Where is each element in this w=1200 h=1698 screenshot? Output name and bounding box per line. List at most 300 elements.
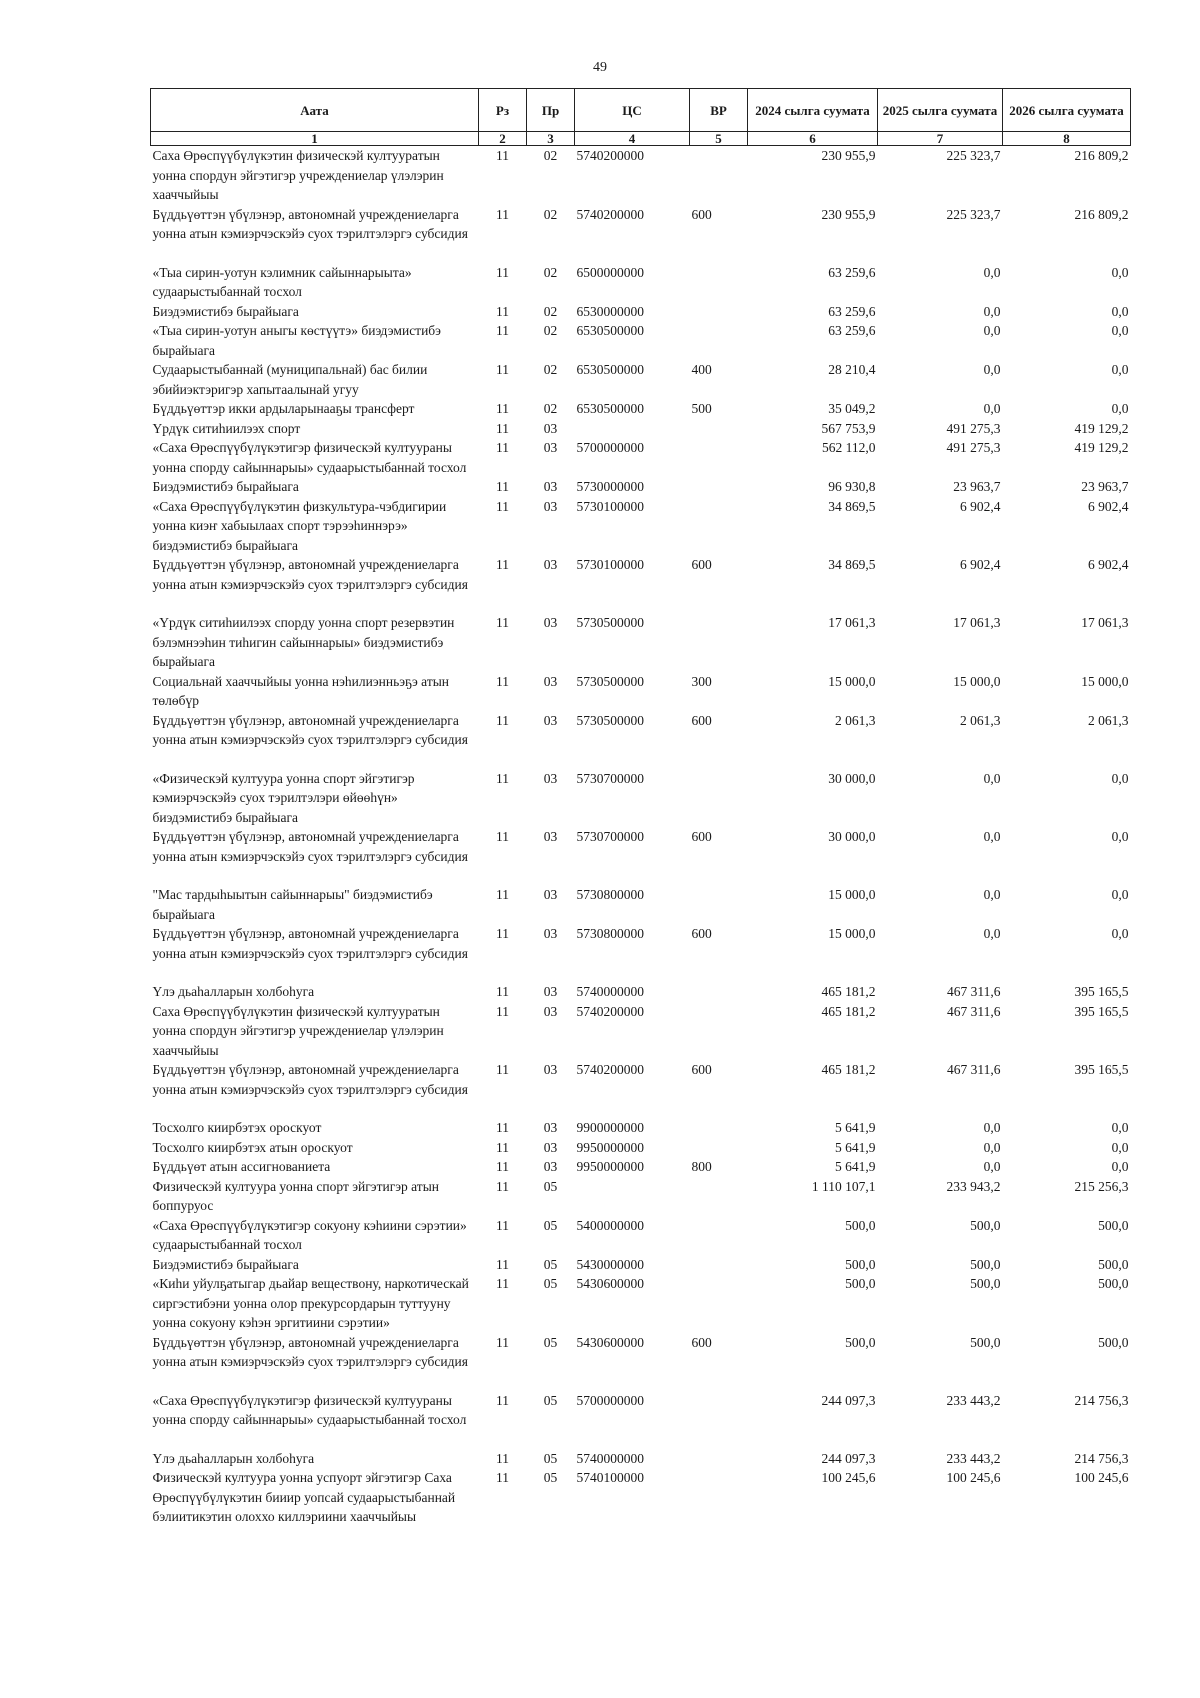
row-rz: 11: [496, 1003, 509, 1019]
row-name: Биэдэмистибэ бырайыага: [152, 1256, 299, 1272]
row-vr: 600: [691, 712, 712, 728]
row-name: Биэдэмистибэ бырайыага: [152, 303, 299, 319]
row-vr: 800: [691, 1159, 712, 1174]
row-value-2026: 216 809,2: [1074, 148, 1129, 163]
row-value-2026: 23 963,7: [1081, 479, 1129, 494]
table-row: [151, 885, 1131, 924]
row-rz: 11: [496, 440, 509, 455]
row-value-2024: 1 110 107,1: [811, 1178, 876, 1194]
table-row: [151, 1060, 1131, 1118]
table-row: [151, 1333, 1131, 1391]
row-name: Социальнай хааччыйыы уонна нэһилиэнньэҕэ атын төлөбүр: [152, 673, 450, 708]
column-number-row: [151, 132, 1131, 146]
row-value-2024: 15 000,0: [828, 926, 876, 941]
row-name: «Үрдүк ситиһиилээх спорду уонна спорт резервэтин бэлэмнээһин тиһигин сайыннарыы» биэдэмистибэ бырайыага: [152, 615, 455, 669]
row-name: «Тыа сирин-уотун аныгы көстүүтэ» биэдэмистибэ бырайыага: [152, 323, 441, 358]
row-rz: 11: [496, 303, 509, 319]
row-vr: [690, 477, 748, 497]
row-value-2026: 0,0: [1111, 1139, 1129, 1155]
table-header-row: [151, 89, 1131, 132]
row-value-2025: 15 000,0: [953, 673, 1001, 689]
row-value-2025: 500,0: [970, 1217, 1001, 1233]
row-value-2024: 562 112,0: [822, 440, 876, 455]
row-cs: 9900000000: [576, 1120, 644, 1135]
row-value-2025: 0,0: [983, 303, 1001, 319]
row-vr: 400: [691, 362, 712, 377]
row-cs: 5430000000: [576, 1256, 644, 1272]
row-cs: 5730000000: [576, 479, 644, 494]
row-value-2025: 100 245,6: [946, 1470, 1001, 1485]
row-pr: 03: [543, 557, 558, 572]
table-row: [151, 672, 1131, 711]
row-rz: 11: [496, 148, 509, 163]
row-rz: 11: [496, 712, 509, 728]
row-name: Үлэ дьаһалларын холбоһуга: [152, 1450, 315, 1466]
row-rz: 11: [496, 264, 509, 280]
row-rz: 11: [496, 673, 509, 689]
row-name: Тосхолго киирбэтэх ороскуот: [152, 1120, 322, 1135]
row-pr: 03: [543, 770, 558, 786]
row-vr: [690, 1274, 748, 1333]
row-value-2024: 500,0: [845, 1256, 876, 1272]
header-pr: Пр: [527, 89, 575, 132]
row-vr: [690, 321, 748, 360]
table-row: [151, 1391, 1131, 1449]
row-value-2025: 500,0: [970, 1334, 1001, 1350]
header-cs: ЦС: [575, 89, 690, 132]
row-pr: 03: [543, 440, 558, 455]
row-pr: 03: [543, 1062, 558, 1077]
header-vr: ВР: [690, 89, 748, 132]
row-vr: [690, 1138, 748, 1158]
row-rz: 11: [496, 420, 509, 436]
column-number: 3: [527, 132, 575, 146]
row-value-2026: 395 165,5: [1074, 1003, 1129, 1019]
row-rz: 11: [496, 1450, 509, 1466]
row-rz: 11: [496, 206, 509, 222]
row-pr: 05: [543, 1256, 558, 1272]
row-name: Бүддьүөттэн үбүлэнэр, автономнай учреждениеларга уонна атын кэмиэрчэскэйэ суох тэрилтэлэргэ субсидия: [152, 1062, 468, 1097]
row-value-2026: 214 756,3: [1074, 1450, 1129, 1466]
row-value-2025: 0,0: [983, 1139, 1001, 1155]
row-rz: 11: [496, 1217, 509, 1233]
row-name: Бүддьүөттэн үбүлэнэр, автономнай учреждениеларга уонна атын кэмиэрчэскэйэ суох тэрилтэлэргэ субсидия: [152, 1334, 468, 1369]
row-vr: 500: [691, 401, 712, 416]
row-cs: 5430600000: [576, 1276, 644, 1291]
row-rz: 11: [496, 984, 509, 999]
row-name: «Тыа сирин-уотун кэлимник сайыннарыыта» судаарыстыбаннай тосхол: [152, 264, 412, 299]
table-row: [151, 982, 1131, 1002]
row-value-2024: 244 097,3: [821, 1392, 876, 1408]
table-row: [151, 1118, 1131, 1138]
row-pr: 03: [543, 420, 558, 436]
table-row: [151, 205, 1131, 263]
row-value-2024: 500,0: [845, 1217, 876, 1233]
row-rz: 11: [496, 1062, 509, 1077]
row-name: Физическэй култуура уонна спорт эйгэтигэр атын боппуруос: [152, 1178, 439, 1213]
row-value-2025: 0,0: [983, 1159, 1001, 1174]
row-value-2025: 0,0: [983, 401, 1001, 416]
row-pr: 03: [543, 829, 558, 844]
row-value-2025: 0,0: [983, 264, 1001, 280]
row-value-2024: 63 259,6: [828, 303, 876, 319]
row-value-2024: 465 181,2: [821, 984, 876, 999]
row-vr: 600: [691, 1334, 712, 1350]
table-row: [151, 497, 1131, 556]
row-value-2025: 225 323,7: [946, 148, 1001, 163]
row-value-2026: 500,0: [1098, 1334, 1129, 1350]
table-row: [151, 1255, 1131, 1275]
column-number: 5: [690, 132, 748, 146]
table-row: [151, 1177, 1131, 1216]
row-value-2026: 0,0: [1111, 323, 1129, 338]
row-value-2025: 233 443,2: [946, 1392, 1001, 1408]
row-rz: 11: [496, 615, 509, 630]
table-row: [151, 302, 1131, 322]
row-vr: [690, 263, 748, 302]
row-vr: [690, 769, 748, 828]
table-row: [151, 1002, 1131, 1061]
table-body: [151, 146, 1131, 1527]
row-value-2026: 214 756,3: [1074, 1392, 1129, 1408]
row-name: Бүддьүөт атын ассигнованиета: [152, 1159, 331, 1174]
row-value-2025: 467 311,6: [947, 1062, 1001, 1077]
row-value-2024: 63 259,6: [828, 264, 876, 280]
row-pr: 02: [543, 323, 558, 338]
row-cs: 5730100000: [576, 557, 644, 572]
row-value-2026: 395 165,5: [1074, 984, 1129, 999]
row-pr: 03: [543, 615, 558, 630]
row-value-2026: 0,0: [1111, 1120, 1129, 1135]
table-row: [151, 419, 1131, 439]
row-value-2026: 0,0: [1111, 887, 1129, 902]
row-value-2024: 15 000,0: [828, 673, 876, 689]
row-name: Саха Өрөспүүбүлүкэтин физическэй култууратын уонна спордун эйгэтигэр учреждениелар үлэлэрин хааччыйыы: [152, 148, 444, 202]
row-name: Судаарыстыбаннай (муниципальнай) бас билии эбийиэктэригэр хапытаалынай угуу: [152, 362, 428, 397]
row-cs: 5740000000: [576, 1450, 644, 1466]
row-name: Үрдүк ситиһиилээх спорт: [152, 420, 301, 436]
row-vr: 600: [691, 557, 712, 572]
row-rz: 11: [496, 1159, 509, 1174]
row-value-2026: 17 061,3: [1081, 615, 1129, 630]
row-cs: 5700000000: [576, 440, 644, 455]
row-vr: 600: [691, 829, 712, 844]
row-vr: 300: [691, 673, 712, 689]
row-value-2026: 15 000,0: [1081, 673, 1129, 689]
row-vr: [690, 613, 748, 672]
row-vr: [690, 982, 748, 1002]
row-rz: 11: [496, 770, 509, 786]
table-row: [151, 613, 1131, 672]
row-value-2025: 0,0: [983, 926, 1001, 941]
table-row: [151, 1274, 1131, 1333]
row-value-2026: 6 902,4: [1088, 498, 1129, 514]
row-value-2026: 0,0: [1111, 303, 1129, 319]
row-cs: 5730500000: [576, 712, 644, 728]
column-number: 6: [748, 132, 878, 146]
row-cs: 6530500000: [576, 401, 644, 416]
row-name: Физическэй култуура уонна успуорт эйгэтигэр Саха Өрөспүүбүлүкэтин бииир уопсай судаарыстыбаннай бэлиитикэтин олоххо киллэриини хааччыйыы: [152, 1470, 456, 1524]
row-value-2024: 34 869,5: [828, 498, 876, 514]
row-name: «Киһи уйулҕатыгар дьайар веществону, наркотическай сиргэстибэни уонна олор прекурсордарын туттууну уонна сокуону кэһэн эргитиини сэрэтии»: [152, 1276, 469, 1330]
column-number: 1: [151, 132, 479, 146]
row-value-2024: 17 061,3: [828, 615, 876, 630]
row-rz: 11: [496, 926, 509, 941]
row-cs: 6530500000: [576, 323, 644, 338]
row-vr: [690, 1391, 748, 1449]
row-name: «Саха Өрөспүүбүлүкэтигэр физическэй култуураны уонна спорду сайыннарыы» судаарыстыбаннай тосхол: [152, 440, 467, 475]
row-rz: 11: [496, 323, 509, 338]
row-value-2026: 0,0: [1111, 926, 1129, 941]
row-rz: 11: [496, 362, 509, 377]
row-cs: 5730500000: [576, 673, 644, 689]
row-pr: 02: [543, 264, 558, 280]
row-cs: 6500000000: [576, 264, 644, 280]
row-value-2025: 0,0: [983, 1120, 1001, 1135]
row-name: «Саха Өрөспүүбүлүкэтигэр сокуону кэһиини сэрэтии» судаарыстыбаннай тосхол: [152, 1217, 467, 1252]
row-value-2024: 5 641,9: [835, 1139, 876, 1155]
row-rz: 11: [496, 829, 509, 844]
row-cs: 5730500000: [576, 615, 644, 630]
row-value-2024: 230 955,9: [821, 148, 876, 163]
row-value-2026: 0,0: [1111, 770, 1129, 786]
row-value-2025: 500,0: [970, 1256, 1001, 1272]
row-pr: 02: [543, 362, 558, 377]
row-name: Үлэ дьаһалларын холбоһуга: [152, 984, 315, 999]
row-pr: 02: [543, 303, 558, 319]
row-value-2025: 6 902,4: [960, 498, 1001, 514]
row-cs: 5730700000: [576, 770, 644, 786]
row-cs: 9950000000: [576, 1139, 644, 1155]
row-cs: 5730800000: [576, 926, 644, 941]
row-pr: 03: [543, 1120, 558, 1135]
row-cs: [575, 1177, 690, 1216]
row-pr: 05: [543, 1217, 558, 1233]
row-value-2025: 233 943,2: [946, 1178, 1001, 1194]
row-value-2024: 5 641,9: [835, 1159, 876, 1174]
table-row: [151, 263, 1131, 302]
row-name: «Физическэй култуура уонна спорт эйгэтигэр кэмиэрчэскэйэ суох тэрилтэлэри өйөөһүн» биэдэмистибэ бырайыага: [152, 770, 415, 825]
row-cs: 5740100000: [576, 1470, 644, 1485]
row-pr: 05: [543, 1276, 558, 1291]
row-value-2025: 0,0: [983, 770, 1001, 786]
row-value-2026: 6 902,4: [1088, 557, 1129, 572]
row-value-2025: 0,0: [983, 887, 1001, 902]
row-pr: 03: [543, 673, 558, 689]
table-row: [151, 477, 1131, 497]
row-value-2025: 6 902,4: [960, 557, 1001, 572]
row-name: Бүддьүөттэн үбүлэнэр, автономнай учреждениеларга уонна атын кэмиэрчэскэйэ суох тэрилтэлэргэ субсидия: [152, 557, 468, 592]
row-pr: 03: [543, 479, 558, 494]
row-pr: 03: [543, 984, 558, 999]
row-name: Биэдэмистибэ бырайыага: [152, 479, 299, 494]
table-row: [151, 827, 1131, 885]
row-vr: [690, 1177, 748, 1216]
row-value-2026: 0,0: [1111, 1159, 1129, 1174]
row-vr: [690, 1468, 748, 1527]
row-pr: 03: [543, 1159, 558, 1174]
table-row: [151, 321, 1131, 360]
column-number: 7: [878, 132, 1003, 146]
row-value-2025: 225 323,7: [946, 206, 1001, 222]
row-name: Бүддьүөттэн үбүлэнэр, автономнай учреждениеларга уонна атын кэмиэрчэскэйэ суох тэрилтэлэргэ субсидия: [152, 712, 468, 747]
row-cs: 5740200000: [576, 148, 644, 163]
row-vr: [690, 146, 748, 205]
header-2025: 2025 сылга суумата: [878, 89, 1003, 132]
table-row: [151, 146, 1131, 205]
budget-table: [150, 88, 1131, 1527]
row-vr: 600: [691, 926, 712, 941]
row-name: Бүддьүөттэн үбүлэнэр, автономнай учреждениеларга уонна атын кэмиэрчэскэйэ суох тэрилтэлэргэ субсидия: [152, 926, 468, 961]
table-row: [151, 438, 1131, 477]
row-name: "Мас тардыһыытын сайыннарыы" биэдэмистибэ бырайыага: [152, 887, 433, 922]
row-vr: [690, 1002, 748, 1061]
row-pr: 05: [543, 1392, 558, 1408]
table-row: [151, 399, 1131, 419]
row-value-2026: 0,0: [1111, 829, 1129, 844]
row-cs: 9950000000: [576, 1159, 644, 1174]
row-value-2025: 23 963,7: [953, 479, 1001, 494]
row-cs: 6530500000: [576, 362, 644, 377]
row-value-2026: 419 129,2: [1074, 420, 1129, 436]
row-vr: [690, 497, 748, 556]
row-pr: 03: [543, 887, 558, 902]
row-vr: [690, 1118, 748, 1138]
row-value-2024: 28 210,4: [828, 362, 876, 377]
table-row: [151, 1138, 1131, 1158]
table-row: [151, 1216, 1131, 1255]
row-value-2025: 0,0: [983, 362, 1001, 377]
row-vr: 600: [691, 1062, 712, 1077]
row-cs: 5430600000: [576, 1334, 644, 1350]
row-value-2026: 500,0: [1098, 1217, 1129, 1233]
row-name: Бүддьүөттэн үбүлэнэр, автономнай учреждениеларга уонна атын кэмиэрчэскэйэ суох тэрилтэлэргэ субсидия: [152, 206, 468, 241]
row-value-2024: 500,0: [845, 1276, 876, 1291]
row-rz: 11: [496, 557, 509, 572]
row-cs: 5740200000: [576, 1062, 644, 1077]
row-vr: [690, 1255, 748, 1275]
row-value-2025: 2 061,3: [960, 712, 1001, 728]
row-value-2026: 0,0: [1111, 264, 1129, 280]
row-value-2024: 30 000,0: [828, 770, 876, 786]
row-value-2024: 5 641,9: [835, 1120, 876, 1135]
row-value-2024: 500,0: [845, 1334, 876, 1350]
row-rz: 11: [496, 1334, 509, 1350]
row-vr: [690, 1449, 748, 1469]
header-2024: 2024 сылга суумата: [748, 89, 878, 132]
row-value-2026: 215 256,3: [1074, 1178, 1129, 1194]
row-pr: 05: [543, 1450, 558, 1466]
row-rz: 11: [496, 1178, 509, 1194]
row-value-2025: 0,0: [983, 829, 1001, 844]
row-pr: 05: [543, 1334, 558, 1350]
table-row: [151, 1449, 1131, 1469]
row-value-2026: 419 129,2: [1074, 440, 1129, 455]
row-rz: 11: [496, 1256, 509, 1272]
row-pr: 05: [543, 1178, 558, 1194]
row-value-2024: 100 245,6: [821, 1470, 876, 1485]
row-value-2025: 467 311,6: [947, 984, 1001, 999]
table-row: [151, 1157, 1131, 1177]
row-name: «Саха Өрөспүүбүлүкэтигэр физическэй култуураны уонна спорду сайыннарыы» судаарыстыбаннай тосхол: [152, 1392, 467, 1427]
row-value-2025: 491 275,3: [946, 440, 1001, 455]
row-value-2024: 465 181,2: [821, 1062, 876, 1077]
row-value-2024: 34 869,5: [828, 557, 876, 572]
row-value-2026: 2 061,3: [1088, 712, 1129, 728]
row-value-2024: 465 181,2: [821, 1003, 876, 1019]
row-rz: 11: [496, 1139, 509, 1155]
row-cs: 5730800000: [576, 887, 644, 902]
row-value-2026: 500,0: [1098, 1276, 1129, 1291]
row-rz: 11: [496, 401, 509, 416]
row-value-2025: 491 275,3: [946, 420, 1001, 436]
row-rz: 11: [496, 887, 509, 902]
row-name: Бүддьүөттэн үбүлэнэр, автономнай учреждениеларга уонна атын кэмиэрчэскэйэ суох тэрилтэлэргэ субсидия: [152, 829, 468, 864]
table-row: [151, 711, 1131, 769]
row-value-2024: 567 753,9: [821, 420, 876, 436]
row-rz: 11: [496, 1392, 509, 1408]
header-rz: Рз: [479, 89, 527, 132]
row-vr: [690, 419, 748, 439]
row-cs: 5730700000: [576, 829, 644, 844]
table-row: [151, 360, 1131, 399]
row-value-2024: 35 049,2: [828, 401, 876, 416]
header-name: Аата: [151, 89, 479, 132]
row-pr: 02: [543, 206, 558, 222]
row-value-2025: 17 061,3: [953, 615, 1001, 630]
row-rz: 11: [496, 479, 509, 494]
row-cs: 5730100000: [576, 498, 644, 514]
row-vr: 600: [691, 206, 712, 222]
row-value-2025: 233 443,2: [946, 1450, 1001, 1466]
row-vr: [690, 302, 748, 322]
row-name: Тосхолго киирбэтэх атын ороскуот: [152, 1139, 353, 1155]
row-value-2026: 395 165,5: [1074, 1062, 1129, 1077]
row-value-2024: 96 930,8: [828, 479, 876, 494]
row-rz: 11: [496, 1276, 509, 1291]
row-value-2026: 0,0: [1111, 362, 1129, 377]
row-vr: [690, 885, 748, 924]
table-row: [151, 1468, 1131, 1527]
row-pr: 03: [543, 712, 558, 728]
row-cs: 5700000000: [576, 1392, 644, 1408]
row-pr: 03: [543, 498, 558, 514]
table-row: [151, 769, 1131, 828]
row-value-2026: 216 809,2: [1074, 206, 1129, 222]
row-value-2025: 467 311,6: [947, 1003, 1001, 1019]
row-vr: [690, 1216, 748, 1255]
row-pr: 05: [543, 1470, 558, 1485]
row-value-2024: 15 000,0: [828, 887, 876, 902]
row-value-2026: 0,0: [1111, 401, 1129, 416]
page-number: 49: [593, 60, 607, 75]
row-pr: 03: [543, 926, 558, 941]
row-cs: 5740200000: [576, 206, 644, 222]
row-rz: 11: [496, 498, 509, 514]
header-2026: 2026 сылга суумата: [1003, 89, 1131, 132]
row-value-2025: 500,0: [970, 1276, 1001, 1291]
row-value-2024: 30 000,0: [828, 829, 876, 844]
table-row: [151, 924, 1131, 982]
row-rz: 11: [496, 1120, 509, 1135]
column-number: 8: [1003, 132, 1131, 146]
row-cs: 5740200000: [576, 1003, 644, 1019]
row-cs: 5400000000: [576, 1217, 644, 1233]
row-name: Саха Өрөспүүбүлүкэтин физическэй култууратын уонна спордун эйгэтигэр учреждениелар үлэлэрин хааччыйыы: [152, 1003, 444, 1058]
row-cs: 6530000000: [576, 303, 644, 319]
row-cs: [575, 419, 690, 439]
row-pr: 02: [543, 148, 558, 163]
